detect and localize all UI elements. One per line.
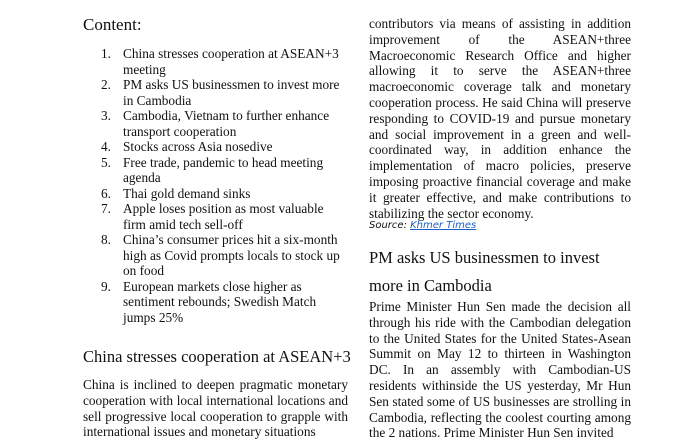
- table-of-contents: [83, 46, 348, 325]
- toc-item-number: 3.: [101, 108, 111, 123]
- toc-item-text: Apple loses position as most valuable firm amid tech sell-off: [123, 201, 324, 232]
- toc-item[interactable]: [83, 186, 348, 202]
- toc-item-text: Free trade, pandemic to head meeting agenda: [123, 154, 324, 185]
- toc-item-text: Thai gold demand sinks: [123, 185, 251, 201]
- toc-item-text: China stresses cooperation at ASEAN+3 meeting: [123, 46, 339, 77]
- toc-item-number: 1.: [101, 46, 111, 61]
- toc-item[interactable]: [83, 155, 348, 186]
- article2-heading: PM asks US businessmen to invest more in Cambodia: [369, 248, 600, 295]
- toc-title: Content:: [83, 15, 142, 34]
- toc-item-text: European markets close higher as sentiment rebounds; Swedish Match jumps 25%: [123, 278, 317, 325]
- source-link[interactable]: Khmer Times: [410, 220, 477, 231]
- toc-item[interactable]: [83, 46, 348, 77]
- toc-item[interactable]: [83, 77, 348, 108]
- article2-body: Prime Minister Hun Sen made the decision all through his ride with the Cambodian delegation to the United States for the United States-Asean Summit on May 12 to thirteen in Washington DC. In an assembly with Cambodian-US residents withinside the US yesterday, Mr Hun Sen stated some of US businesses are strolling in Cambodia, reflecting the coolest courting among the 2 nations. Prime Minister Hun Sen invited: [369, 299, 631, 441]
- toc-item[interactable]: [83, 139, 348, 155]
- article1-body-start: China is inclined to deepen pragmatic monetary cooperation with local international locations and sell progressive local cooperation to grapple with international issues and monetary situations: [83, 377, 348, 440]
- toc-item[interactable]: [83, 201, 348, 232]
- article1-source: [369, 220, 476, 232]
- toc-item[interactable]: [83, 108, 348, 139]
- article1-body-continued: contributors via means of assisting in addition improvement of the ASEAN+three Macroeconomic Research Office and higher allowing it to serve the ASEAN+three macroeconomic coverage talk and monetary cooperation process. He said China will preserve responding to COVID-19 and pursue monetary and social improvement in a green and well-coordinated way, in addition enhance the implementation of macro policies, preserve imposing proactive financial coverage and make it greater effective, and make contributions to stabilizing the sector economy.: [369, 16, 631, 221]
- toc-item-number: 5.: [101, 154, 111, 170]
- toc-item-number: 8.: [101, 232, 111, 247]
- source-label: Source:: [369, 220, 407, 231]
- toc-item-text: China’s consumer prices hit a six-month high as Covid prompts locals to stock up on food: [123, 232, 340, 278]
- toc-item-number: 4.: [101, 139, 111, 154]
- toc-item-text: Stocks across Asia nosedive: [123, 139, 273, 154]
- toc-item-number: 9.: [101, 278, 111, 294]
- toc-item[interactable]: [83, 279, 348, 326]
- toc-item-number: 2.: [101, 77, 111, 92]
- toc-item-number: 7.: [101, 201, 111, 216]
- toc-item-text: Cambodia, Vietnam to further enhance transport cooperation: [123, 108, 330, 139]
- article1-heading: China stresses cooperation at ASEAN+3: [83, 347, 351, 366]
- toc-item-number: 6.: [101, 185, 111, 201]
- toc-item[interactable]: [83, 232, 348, 279]
- toc-item-text: PM asks US businessmen to invest more in Cambodia: [123, 77, 340, 108]
